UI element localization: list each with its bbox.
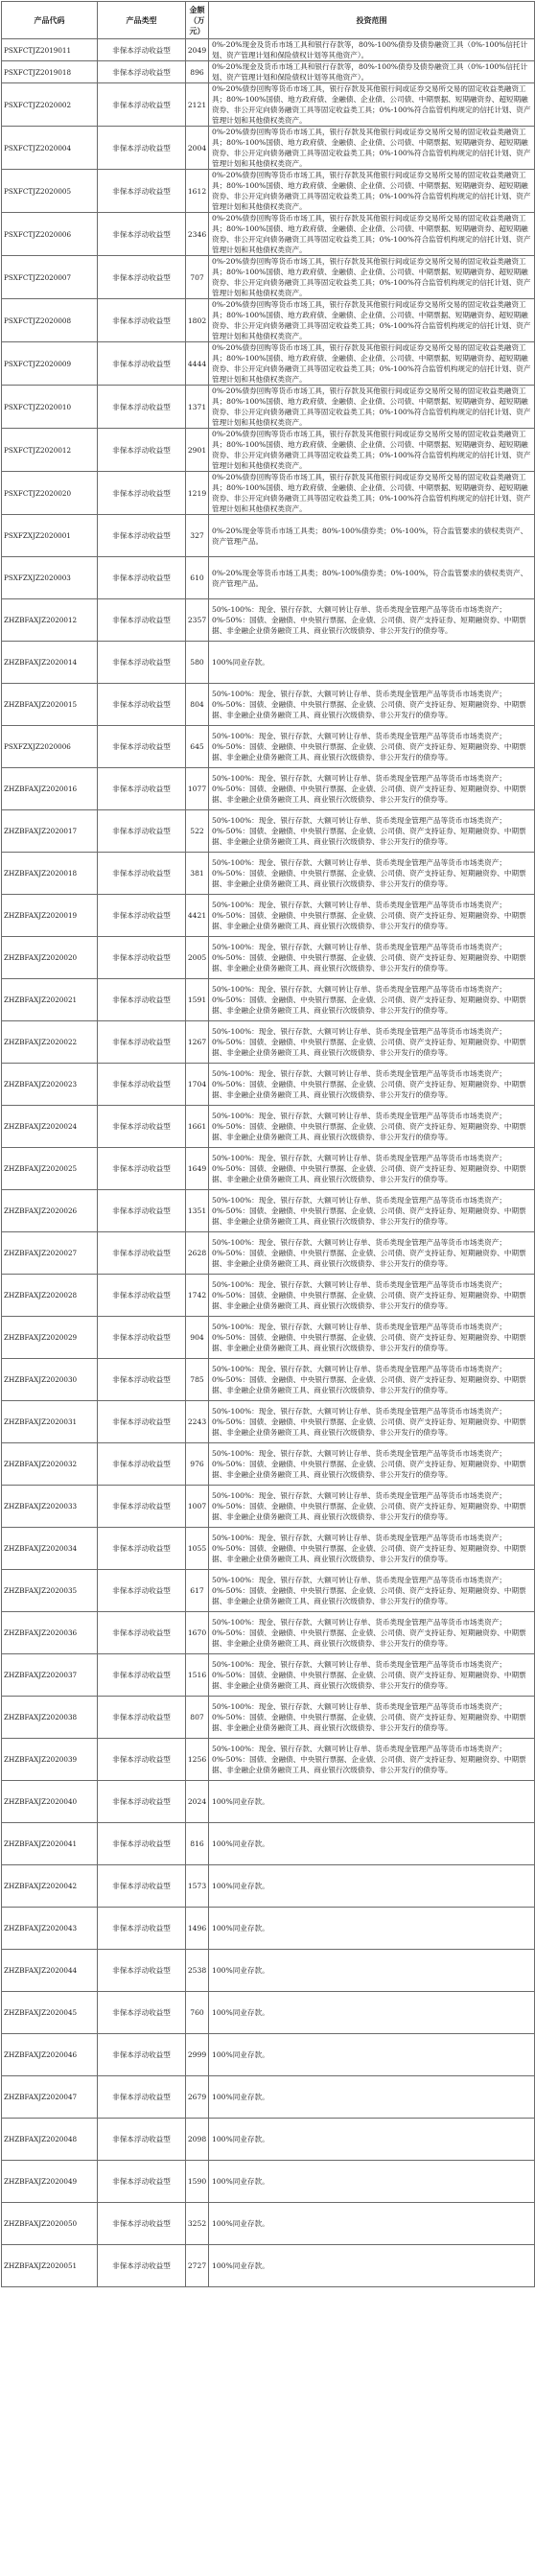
cell-scope: 100%同业存款。 (209, 2034, 535, 2076)
cell-type: 非保本浮动收益型 (98, 299, 186, 342)
cell-amount: 1351 (186, 1190, 209, 1232)
cell-type: 非保本浮动收益型 (98, 726, 186, 768)
cell-code: PSXFCTJZ2020005 (2, 170, 98, 213)
product-table (1, 1, 535, 2287)
cell-amount: 1256 (186, 1739, 209, 1781)
cell-code: PSXFCTJZ2020008 (2, 299, 98, 342)
table-row (2, 2245, 535, 2287)
cell-scope: 50%-100%：现金、银行存款、大额可转让存单、货币类现金管理产品等货币市场类资产；0%-50%：国债、金融债、中央银行票据、企业债、公司债、资产支持证券、短期融资券、中期票据、非金融企业债务融资工具、商业银行次级债券、非公开发行的债券等。 (209, 1654, 535, 1697)
table-row (2, 1781, 535, 1823)
table-row (2, 299, 535, 342)
cell-type: 非保本浮动收益型 (98, 2034, 186, 2076)
cell-scope: 100%同业存款。 (209, 642, 535, 684)
header-amount: 金额（万元） (186, 2, 209, 39)
cell-type: 非保本浮动收益型 (98, 1148, 186, 1190)
cell-amount: 617 (186, 1570, 209, 1612)
cell-code: ZHZBFAXJZ2020043 (2, 1908, 98, 1950)
table-row (2, 1275, 535, 1317)
table-row (2, 684, 535, 726)
cell-scope: 50%-100%：现金、银行存款、大额可转让存单、货币类现金管理产品等货币市场类资产；0%-50%：国债、金融债、中央银行票据、企业债、公司债、资产支持证券、短期融资券、中期票据、非金融企业债务融资工具、商业银行次级债券、非公开发行的债券等。 (209, 1275, 535, 1317)
cell-amount: 2243 (186, 1401, 209, 1443)
table-row (2, 1486, 535, 1528)
cell-amount: 1077 (186, 768, 209, 810)
cell-amount: 381 (186, 853, 209, 895)
cell-scope: 50%-100%：现金、银行存款、大额可转让存单、货币类现金管理产品等货币市场类资产；0%-50%：国债、金融债、中央银行票据、企业债、公司债、资产支持证券、短期融资券、中期票据、非金融企业债务融资工具、商业银行次级债券、非公开发行的债券等。 (209, 1697, 535, 1739)
cell-type: 非保本浮动收益型 (98, 810, 186, 853)
header-row (2, 2, 535, 39)
cell-type: 非保本浮动收益型 (98, 1950, 186, 1992)
cell-amount: 1670 (186, 1612, 209, 1654)
cell-code: ZHZBFAXJZ2020014 (2, 642, 98, 684)
cell-code: PSXFCTJZ2020010 (2, 386, 98, 429)
cell-amount: 1219 (186, 472, 209, 515)
cell-code: ZHZBFAXJZ2020044 (2, 1950, 98, 1992)
table-row (2, 1317, 535, 1359)
table-row (2, 1908, 535, 1950)
cell-type: 非保本浮动收益型 (98, 1823, 186, 1865)
cell-amount: 4444 (186, 342, 209, 386)
cell-scope: 50%-100%：现金、银行存款、大额可转让存单、货币类现金管理产品等货币市场类资产；0%-50%：国债、金融债、中央银行票据、企业债、公司债、资产支持证券、短期融资券、中期票据、非金融企业债务融资工具、商业银行次级债券、非公开发行的债券等。 (209, 1021, 535, 1064)
cell-type: 非保本浮动收益型 (98, 39, 186, 61)
cell-scope: 50%-100%：现金、银行存款、大额可转让存单、货币类现金管理产品等货币市场类资产；0%-50%：国债、金融债、中央银行票据、企业债、公司债、资产支持证券、短期融资券、中期票据、非金融企业债务融资工具、商业银行次级债券、非公开发行的债券等。 (209, 684, 535, 726)
cell-code: PSXFCTJZ2019011 (2, 39, 98, 61)
cell-type: 非保本浮动收益型 (98, 1232, 186, 1275)
cell-amount: 2005 (186, 937, 209, 979)
cell-amount: 1055 (186, 1528, 209, 1570)
cell-code: ZHZBFAXJZ2020047 (2, 2076, 98, 2119)
cell-type: 非保本浮动收益型 (98, 1486, 186, 1528)
cell-code: PSXFCTJZ2020006 (2, 213, 98, 256)
cell-type: 非保本浮动收益型 (98, 557, 186, 599)
cell-scope: 50%-100%：现金、银行存款、大额可转让存单、货币类现金管理产品等货币市场类资产；0%-50%：国债、金融债、中央银行票据、企业债、公司债、资产支持证券、短期融资券、中期票据、非金融企业债务融资工具、商业银行次级债券、非公开发行的债券等。 (209, 1106, 535, 1148)
cell-amount: 1007 (186, 1486, 209, 1528)
table-row (2, 1865, 535, 1908)
cell-scope: 50%-100%：现金、银行存款、大额可转让存单、货币类现金管理产品等货币市场类资产；0%-50%：国债、金融债、中央银行票据、企业债、公司债、资产支持证券、短期融资券、中期票据、非金融企业债务融资工具、商业银行次级债券、非公开发行的债券等。 (209, 1190, 535, 1232)
cell-type: 非保本浮动收益型 (98, 1612, 186, 1654)
cell-scope: 50%-100%：现金、银行存款、大额可转让存单、货币类现金管理产品等货币市场类资产；0%-50%：国债、金融债、中央银行票据、企业债、公司债、资产支持证券、短期融资券、中期票据、非金融企业债务融资工具、商业银行次级债券、非公开发行的债券等。 (209, 1443, 535, 1486)
cell-type: 非保本浮动收益型 (98, 2245, 186, 2287)
cell-scope: 50%-100%：现金、银行存款、大额可转让存单、货币类现金管理产品等货币市场类资产；0%-50%：国债、金融债、中央银行票据、企业债、公司债、资产支持证券、短期融资券、中期票据、非金融企业债务融资工具、商业银行次级债券、非公开发行的债券等。 (209, 979, 535, 1021)
table-row (2, 1570, 535, 1612)
cell-code: PSXFCTJZ2020007 (2, 256, 98, 299)
cell-amount: 760 (186, 1992, 209, 2034)
table-row (2, 472, 535, 515)
table-body (2, 39, 535, 2287)
cell-amount: 1573 (186, 1865, 209, 1908)
cell-code: ZHZBFAXJZ2020035 (2, 1570, 98, 1612)
cell-type: 非保本浮动收益型 (98, 2203, 186, 2245)
cell-type: 非保本浮动收益型 (98, 2119, 186, 2161)
cell-type: 非保本浮动收益型 (98, 472, 186, 515)
cell-amount: 1590 (186, 2161, 209, 2203)
cell-scope: 50%-100%：现金、银行存款、大额可转让存单、货币类现金管理产品等货币市场类资产；0%-50%：国债、金融债、中央银行票据、企业债、公司债、资产支持证券、短期融资券、中期票据、非金融企业债务融资工具、商业银行次级债券、非公开发行的债券等。 (209, 1317, 535, 1359)
cell-scope: 0%-20%债券回购等货币市场工具，银行存款及其他银行间或证券交易所交易的固定收益类融资工具；80%-100%国债、地方政府债、金融债、企业债、公司债、中期票据、短期融资券、超短期融资券、非公开定向债务融资工具等固定收益类工具；0%-100%符合监管机构规定的信托计划、资产管理计划和其他债权类资产。 (209, 170, 535, 213)
table-row (2, 599, 535, 642)
cell-code: PSXFCTJZ2020002 (2, 83, 98, 127)
cell-amount: 1661 (186, 1106, 209, 1148)
table-row (2, 256, 535, 299)
cell-amount: 785 (186, 1359, 209, 1401)
cell-scope: 0%-20%现金等货币市场工具类；80%-100%债券类；0%-100%，符合监管要求的债权类资产、资产管理产品。 (209, 557, 535, 599)
cell-scope: 0%-20%现金及货币市场工具和银行存款等，80%-100%债券及债券融资工具（0%-100%信托计划、资产管理计划和保险债权计划等其他资产）。 (209, 39, 535, 61)
table-row (2, 39, 535, 61)
table-row (2, 1148, 535, 1190)
cell-code: ZHZBFAXJZ2020018 (2, 853, 98, 895)
table-row (2, 1950, 535, 1992)
cell-amount: 904 (186, 1317, 209, 1359)
cell-scope: 50%-100%：现金、银行存款、大额可转让存单、货币类现金管理产品等货币市场类资产；0%-50%：国债、金融债、中央银行票据、企业债、公司债、资产支持证券、短期融资券、中期票据、非金融企业债务融资工具、商业银行次级债券、非公开发行的债券等。 (209, 1232, 535, 1275)
cell-scope: 100%同业存款。 (209, 1950, 535, 1992)
cell-type: 非保本浮动收益型 (98, 386, 186, 429)
cell-amount: 1612 (186, 170, 209, 213)
header-scope: 投资范围 (209, 2, 535, 39)
cell-amount: 1496 (186, 1908, 209, 1950)
cell-type: 非保本浮动收益型 (98, 429, 186, 472)
cell-scope: 100%同业存款。 (209, 2119, 535, 2161)
cell-scope: 50%-100%：现金、银行存款、大额可转让存单、货币类现金管理产品等货币市场类资产；0%-50%：国债、金融债、中央银行票据、企业债、公司债、资产支持证券、短期融资券、中期票据、非金融企业债务融资工具、商业银行次级债券、非公开发行的债券等。 (209, 1570, 535, 1612)
cell-amount: 2628 (186, 1232, 209, 1275)
cell-type: 非保本浮动收益型 (98, 1992, 186, 2034)
table-row (2, 1739, 535, 1781)
table-row (2, 2119, 535, 2161)
table-row (2, 1064, 535, 1106)
cell-amount: 1802 (186, 299, 209, 342)
table-row (2, 557, 535, 599)
cell-amount: 522 (186, 810, 209, 853)
cell-code: ZHZBFAXJZ2020042 (2, 1865, 98, 1908)
table-row (2, 1021, 535, 1064)
cell-amount: 2538 (186, 1950, 209, 1992)
cell-type: 非保本浮动收益型 (98, 61, 186, 83)
cell-scope: 50%-100%：现金、银行存款、大额可转让存单、货币类现金管理产品等货币市场类资产；0%-50%：国债、金融债、中央银行票据、企业债、公司债、资产支持证券、短期融资券、中期票据、非金融企业债务融资工具、商业银行次级债券、非公开发行的债券等。 (209, 1359, 535, 1401)
cell-scope: 100%同业存款。 (209, 1781, 535, 1823)
cell-code: ZHZBFAXJZ2020019 (2, 895, 98, 937)
cell-code: ZHZBFAXJZ2020028 (2, 1275, 98, 1317)
cell-scope: 0%-20%债券回购等货币市场工具，银行存款及其他银行间或证券交易所交易的固定收益类融资工具；80%-100%国债、地方政府债、金融债、企业债、公司债、中期票据、短期融资券、超短期融资券、非公开定向债务融资工具等固定收益类工具；0%-100%符合监管机构规定的信托计划、资产管理计划和其他债权类资产。 (209, 256, 535, 299)
cell-code: PSXFCTJZ2020012 (2, 429, 98, 472)
cell-amount: 4421 (186, 895, 209, 937)
cell-amount: 1591 (186, 979, 209, 1021)
cell-amount: 3252 (186, 2203, 209, 2245)
cell-amount: 707 (186, 256, 209, 299)
table-row (2, 2161, 535, 2203)
cell-amount: 1267 (186, 1021, 209, 1064)
table-row (2, 2034, 535, 2076)
cell-code: PSXFCTJZ2020009 (2, 342, 98, 386)
cell-scope: 0%-20%现金等货币市场工具类；80%-100%债券类；0%-100%，符合监管要求的债权类资产、资产管理产品。 (209, 515, 535, 557)
cell-code: ZHZBFAXJZ2020051 (2, 2245, 98, 2287)
cell-type: 非保本浮动收益型 (98, 895, 186, 937)
table-row (2, 1612, 535, 1654)
cell-amount: 2999 (186, 2034, 209, 2076)
cell-type: 非保本浮动收益型 (98, 213, 186, 256)
table-row (2, 642, 535, 684)
cell-code: ZHZBFAXJZ2020039 (2, 1739, 98, 1781)
cell-type: 非保本浮动收益型 (98, 1443, 186, 1486)
cell-code: ZHZBFAXJZ2020017 (2, 810, 98, 853)
cell-type: 非保本浮动收益型 (98, 979, 186, 1021)
table-row (2, 853, 535, 895)
cell-amount: 2024 (186, 1781, 209, 1823)
cell-type: 非保本浮动收益型 (98, 684, 186, 726)
cell-scope: 50%-100%：现金、银行存款、大额可转让存单、货币类现金管理产品等货币市场类资产；0%-50%：国债、金融债、中央银行票据、企业债、公司债、资产支持证券、短期融资券、中期票据、非金融企业债务融资工具、商业银行次级债券、非公开发行的债券等。 (209, 895, 535, 937)
cell-code: ZHZBFAXJZ2020036 (2, 1612, 98, 1654)
cell-code: ZHZBFAXJZ2020026 (2, 1190, 98, 1232)
cell-code: ZHZBFAXJZ2020031 (2, 1401, 98, 1443)
cell-scope: 50%-100%：现金、银行存款、大额可转让存单、货币类现金管理产品等货币市场类资产；0%-50%：国债、金融债、中央银行票据、企业债、公司债、资产支持证券、短期融资券、中期票据、非金融企业债务融资工具、商业银行次级债券、非公开发行的债券等。 (209, 768, 535, 810)
table-row (2, 61, 535, 83)
cell-code: ZHZBFAXJZ2020027 (2, 1232, 98, 1275)
table-row (2, 1232, 535, 1275)
cell-amount: 1516 (186, 1654, 209, 1697)
table-row (2, 429, 535, 472)
cell-amount: 327 (186, 515, 209, 557)
cell-type: 非保本浮动收益型 (98, 937, 186, 979)
cell-amount: 2346 (186, 213, 209, 256)
table-row (2, 2076, 535, 2119)
cell-type: 非保本浮动收益型 (98, 768, 186, 810)
cell-type: 非保本浮动收益型 (98, 342, 186, 386)
table-row (2, 768, 535, 810)
cell-scope: 0%-20%债券回购等货币市场工具，银行存款及其他银行间或证券交易所交易的固定收益类融资工具；80%-100%国债、地方政府债、金融债、企业债、公司债、中期票据、短期融资券、超短期融资券、非公开定向债务融资工具等固定收益类工具；0%-100%符合监管机构规定的信托计划、资产管理计划和其他债权类资产。 (209, 83, 535, 127)
table-row (2, 1106, 535, 1148)
cell-scope: 0%-20%债券回购等货币市场工具，银行存款及其他银行间或证券交易所交易的固定收益类融资工具；80%-100%国债、地方政府债、金融债、企业债、公司债、中期票据、短期融资券、超短期融资券、非公开定向债务融资工具等固定收益类工具；0%-100%符合监管机构规定的信托计划、资产管理计划和其他债权类资产。 (209, 342, 535, 386)
cell-type: 非保本浮动收益型 (98, 1528, 186, 1570)
cell-type: 非保本浮动收益型 (98, 515, 186, 557)
cell-code: ZHZBFAXJZ2020015 (2, 684, 98, 726)
cell-amount: 2098 (186, 2119, 209, 2161)
cell-type: 非保本浮动收益型 (98, 1908, 186, 1950)
cell-scope: 100%同业存款。 (209, 1865, 535, 1908)
cell-code: ZHZBFAXJZ2020023 (2, 1064, 98, 1106)
table-row (2, 1401, 535, 1443)
cell-scope: 50%-100%：现金、银行存款、大额可转让存单、货币类现金管理产品等货币市场类资产；0%-50%：国债、金融债、中央银行票据、企业债、公司债、资产支持证券、短期融资券、中期票据、非金融企业债务融资工具、商业银行次级债券、非公开发行的债券等。 (209, 853, 535, 895)
cell-amount: 2901 (186, 429, 209, 472)
cell-scope: 50%-100%：现金、银行存款、大额可转让存单、货币类现金管理产品等货币市场类资产；0%-50%：国债、金融债、中央银行票据、企业债、公司债、资产支持证券、短期融资券、中期票据、非金融企业债务融资工具、商业银行次级债券、非公开发行的债券等。 (209, 1401, 535, 1443)
cell-code: ZHZBFAXJZ2020049 (2, 2161, 98, 2203)
cell-code: ZHZBFAXJZ2020033 (2, 1486, 98, 1528)
cell-scope: 100%同业存款。 (209, 2203, 535, 2245)
cell-amount: 804 (186, 684, 209, 726)
cell-amount: 2049 (186, 39, 209, 61)
table-row (2, 1654, 535, 1697)
cell-code: ZHZBFAXJZ2020040 (2, 1781, 98, 1823)
cell-scope: 50%-100%：现金、银行存款、大额可转让存单、货币类现金管理产品等货币市场类资产；0%-50%：国债、金融债、中央银行票据、企业债、公司债、资产支持证券、短期融资券、中期票据、非金融企业债务融资工具、商业银行次级债券、非公开发行的债券等。 (209, 599, 535, 642)
table-row (2, 127, 535, 170)
cell-type: 非保本浮动收益型 (98, 1401, 186, 1443)
table-row (2, 1697, 535, 1739)
cell-scope: 100%同业存款。 (209, 1823, 535, 1865)
cell-type: 非保本浮动收益型 (98, 1570, 186, 1612)
cell-type: 非保本浮动收益型 (98, 256, 186, 299)
cell-scope: 50%-100%：现金、银行存款、大额可转让存单、货币类现金管理产品等货币市场类资产；0%-50%：国债、金融债、中央银行票据、企业债、公司债、资产支持证券、短期融资券、中期票据、非金融企业债务融资工具、商业银行次级债券、非公开发行的债券等。 (209, 1486, 535, 1528)
cell-scope: 0%-20%债券回购等货币市场工具，银行存款及其他银行间或证券交易所交易的固定收益类融资工具；80%-100%国债、地方政府债、金融债、企业债、公司债、中期票据、短期融资券、超短期融资券、非公开定向债务融资工具等固定收益类工具；0%-100%符合监管机构规定的信托计划、资产管理计划和其他债权类资产。 (209, 127, 535, 170)
cell-amount: 1649 (186, 1148, 209, 1190)
cell-amount: 2004 (186, 127, 209, 170)
cell-amount: 2727 (186, 2245, 209, 2287)
table-row (2, 810, 535, 853)
cell-code: PSXFCTJZ2020004 (2, 127, 98, 170)
cell-code: ZHZBFAXJZ2020048 (2, 2119, 98, 2161)
table-row (2, 1992, 535, 2034)
cell-scope: 50%-100%：现金、银行存款、大额可转让存单、货币类现金管理产品等货币市场类资产；0%-50%：国债、金融债、中央银行票据、企业债、公司债、资产支持证券、短期融资券、中期票据、非金融企业债务融资工具、商业银行次级债券、非公开发行的债券等。 (209, 726, 535, 768)
cell-amount: 610 (186, 557, 209, 599)
cell-amount: 816 (186, 1823, 209, 1865)
cell-scope: 50%-100%：现金、银行存款、大额可转让存单、货币类现金管理产品等货币市场类资产；0%-50%：国债、金融债、中央银行票据、企业债、公司债、资产支持证券、短期融资券、中期票据、非金融企业债务融资工具、商业银行次级债券、非公开发行的债券等。 (209, 1612, 535, 1654)
cell-scope: 100%同业存款。 (209, 1992, 535, 2034)
table-row (2, 213, 535, 256)
cell-type: 非保本浮动收益型 (98, 1106, 186, 1148)
cell-code: ZHZBFAXJZ2020046 (2, 2034, 98, 2076)
cell-type: 非保本浮动收益型 (98, 1021, 186, 1064)
table-row (2, 979, 535, 1021)
table-row (2, 515, 535, 557)
cell-scope: 50%-100%：现金、银行存款、大额可转让存单、货币类现金管理产品等货币市场类资产；0%-50%：国债、金融债、中央银行票据、企业债、公司债、资产支持证券、短期融资券、中期票据、非金融企业债务融资工具、商业银行次级债券、非公开发行的债券等。 (209, 937, 535, 979)
table-row (2, 386, 535, 429)
cell-type: 非保本浮动收益型 (98, 1781, 186, 1823)
table-row (2, 1359, 535, 1401)
cell-scope: 0%-20%债券回购等货币市场工具，银行存款及其他银行间或证券交易所交易的固定收益类融资工具；80%-100%国债、地方政府债、金融债、企业债、公司债、中期票据、短期融资券、超短期融资券、非公开定向债务融资工具等固定收益类工具；0%-100%符合监管机构规定的信托计划、资产管理计划和其他债权类资产。 (209, 386, 535, 429)
cell-amount: 2679 (186, 2076, 209, 2119)
cell-type: 非保本浮动收益型 (98, 1275, 186, 1317)
cell-type: 非保本浮动收益型 (98, 599, 186, 642)
cell-amount: 2357 (186, 599, 209, 642)
table-row (2, 1528, 535, 1570)
cell-type: 非保本浮动收益型 (98, 170, 186, 213)
cell-code: ZHZBFAXJZ2020050 (2, 2203, 98, 2245)
cell-type: 非保本浮动收益型 (98, 127, 186, 170)
cell-type: 非保本浮动收益型 (98, 2076, 186, 2119)
cell-scope: 0%-20%债券回购等货币市场工具，银行存款及其他银行间或证券交易所交易的固定收益类融资工具；80%-100%国债、地方政府债、金融债、企业债、公司债、中期票据、短期融资券、超短期融资券、非公开定向债务融资工具等固定收益类工具；0%-100%符合监管机构规定的信托计划、资产管理计划和其他债权类资产。 (209, 213, 535, 256)
cell-amount: 1704 (186, 1064, 209, 1106)
cell-code: ZHZBFAXJZ2020025 (2, 1148, 98, 1190)
cell-scope: 100%同业存款。 (209, 2161, 535, 2203)
cell-amount: 645 (186, 726, 209, 768)
cell-code: ZHZBFAXJZ2020037 (2, 1654, 98, 1697)
table-row (2, 1443, 535, 1486)
header-type: 产品类型 (98, 2, 186, 39)
cell-type: 非保本浮动收益型 (98, 1739, 186, 1781)
cell-type: 非保本浮动收益型 (98, 642, 186, 684)
cell-type: 非保本浮动收益型 (98, 1064, 186, 1106)
cell-type: 非保本浮动收益型 (98, 2161, 186, 2203)
cell-code: PSXFZXJZ2020001 (2, 515, 98, 557)
cell-amount: 2121 (186, 83, 209, 127)
cell-code: ZHZBFAXJZ2020032 (2, 1443, 98, 1486)
cell-scope: 100%同业存款。 (209, 2076, 535, 2119)
cell-scope: 50%-100%：现金、银行存款、大额可转让存单、货币类现金管理产品等货币市场类资产；0%-50%：国债、金融债、中央银行票据、企业债、公司债、资产支持证券、短期融资券、中期票据、非金融企业债务融资工具、商业银行次级债券、非公开发行的债券等。 (209, 1148, 535, 1190)
cell-code: ZHZBFAXJZ2020024 (2, 1106, 98, 1148)
cell-code: ZHZBFAXJZ2020012 (2, 599, 98, 642)
cell-type: 非保本浮动收益型 (98, 853, 186, 895)
cell-scope: 50%-100%：现金、银行存款、大额可转让存单、货币类现金管理产品等货币市场类资产；0%-50%：国债、金融债、中央银行票据、企业债、公司债、资产支持证券、短期融资券、中期票据、非金融企业债务融资工具、商业银行次级债券、非公开发行的债券等。 (209, 1739, 535, 1781)
cell-type: 非保本浮动收益型 (98, 1865, 186, 1908)
cell-amount: 976 (186, 1443, 209, 1486)
table-row (2, 1823, 535, 1865)
cell-code: ZHZBFAXJZ2020022 (2, 1021, 98, 1064)
cell-amount: 580 (186, 642, 209, 684)
cell-code: ZHZBFAXJZ2020030 (2, 1359, 98, 1401)
cell-code: ZHZBFAXJZ2020016 (2, 768, 98, 810)
table-row (2, 83, 535, 127)
header-code: 产品代码 (2, 2, 98, 39)
cell-code: PSXFZXJZ2020003 (2, 557, 98, 599)
cell-scope: 50%-100%：现金、银行存款、大额可转让存单、货币类现金管理产品等货币市场类资产；0%-50%：国债、金融债、中央银行票据、企业债、公司债、资产支持证券、短期融资券、中期票据、非金融企业债务融资工具、商业银行次级债券、非公开发行的债券等。 (209, 1064, 535, 1106)
cell-amount: 1371 (186, 386, 209, 429)
table-row (2, 170, 535, 213)
cell-code: ZHZBFAXJZ2020038 (2, 1697, 98, 1739)
cell-type: 非保本浮动收益型 (98, 1190, 186, 1232)
cell-code: ZHZBFAXJZ2020045 (2, 1992, 98, 2034)
table-row (2, 1190, 535, 1232)
cell-code: ZHZBFAXJZ2020041 (2, 1823, 98, 1865)
cell-scope: 0%-20%债券回购等货币市场工具，银行存款及其他银行间或证券交易所交易的固定收益类融资工具；80%-100%国债、地方政府债、金融债、企业债、公司债、中期票据、短期融资券、超短期融资券、非公开定向债务融资工具等固定收益类工具；0%-100%符合监管机构规定的信托计划、资产管理计划和其他债权类资产。 (209, 429, 535, 472)
cell-scope: 0%-20%债券回购等货币市场工具，银行存款及其他银行间或证券交易所交易的固定收益类融资工具；80%-100%国债、地方政府债、金融债、企业债、公司债、中期票据、短期融资券、超短期融资券、非公开定向债务融资工具等固定收益类工具；0%-100%符合监管机构规定的信托计划、资产管理计划和其他债权类资产。 (209, 299, 535, 342)
cell-amount: 1742 (186, 1275, 209, 1317)
cell-scope: 0%-20%现金及货币市场工具和银行存款等，80%-100%债券及债券融资工具（0%-100%信托计划、资产管理计划和保险债权计划等其他资产）。 (209, 61, 535, 83)
table-row (2, 342, 535, 386)
table-row (2, 895, 535, 937)
table-row (2, 937, 535, 979)
cell-type: 非保本浮动收益型 (98, 83, 186, 127)
cell-scope: 50%-100%：现金、银行存款、大额可转让存单、货币类现金管理产品等货币市场类资产；0%-50%：国债、金融债、中央银行票据、企业债、公司债、资产支持证券、短期融资券、中期票据、非金融企业债务融资工具、商业银行次级债券、非公开发行的债券等。 (209, 810, 535, 853)
cell-code: PSXFZXJZ2020006 (2, 726, 98, 768)
cell-type: 非保本浮动收益型 (98, 1697, 186, 1739)
cell-scope: 50%-100%：现金、银行存款、大额可转让存单、货币类现金管理产品等货币市场类资产；0%-50%：国债、金融债、中央银行票据、企业债、公司债、资产支持证券、短期融资券、中期票据、非金融企业债务融资工具、商业银行次级债券、非公开发行的债券等。 (209, 1528, 535, 1570)
cell-code: ZHZBFAXJZ2020034 (2, 1528, 98, 1570)
cell-amount: 896 (186, 61, 209, 83)
cell-code: ZHZBFAXJZ2020021 (2, 979, 98, 1021)
table-row (2, 726, 535, 768)
cell-type: 非保本浮动收益型 (98, 1654, 186, 1697)
table-row (2, 2203, 535, 2245)
cell-type: 非保本浮动收益型 (98, 1359, 186, 1401)
cell-amount: 807 (186, 1697, 209, 1739)
cell-code: PSXFCTJZ2019018 (2, 61, 98, 83)
cell-code: ZHZBFAXJZ2020029 (2, 1317, 98, 1359)
cell-code: PSXFCTJZ2020020 (2, 472, 98, 515)
cell-scope: 0%-20%债券回购等货币市场工具，银行存款及其他银行间或证券交易所交易的固定收益类融资工具；80%-100%国债、地方政府债、金融债、企业债、公司债、中期票据、短期融资券、超短期融资券、非公开定向债务融资工具等固定收益类工具；0%-100%符合监管机构规定的信托计划、资产管理计划和其他债权类资产。 (209, 472, 535, 515)
cell-type: 非保本浮动收益型 (98, 1317, 186, 1359)
cell-code: ZHZBFAXJZ2020020 (2, 937, 98, 979)
cell-scope: 100%同业存款。 (209, 1908, 535, 1950)
cell-scope: 100%同业存款。 (209, 2245, 535, 2287)
